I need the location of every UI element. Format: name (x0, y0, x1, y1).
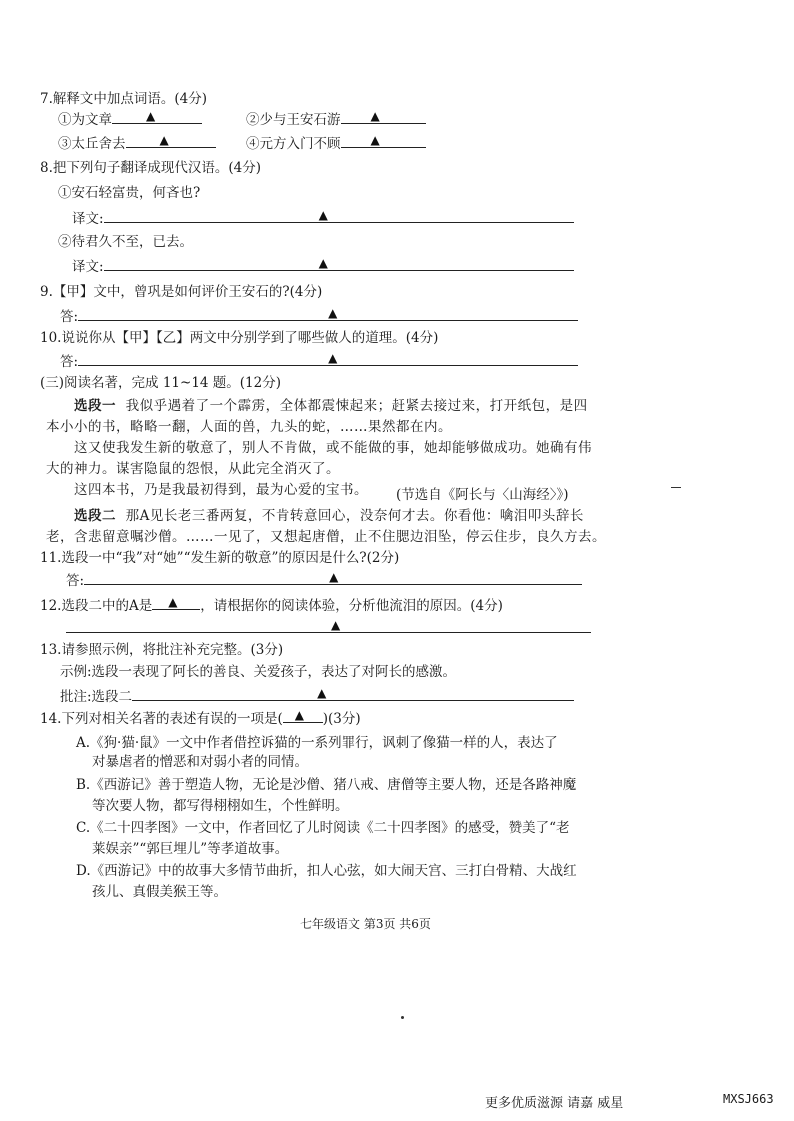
q7-item-3-label: ③太丘舍去 (58, 136, 126, 152)
q10-title: 10.说说你从【甲】【乙】两文中分别学到了哪些做人的道理。(4分) (40, 330, 439, 346)
scan-speck (401, 1016, 404, 1019)
q7-title: 7.解释文中加点词语。(4分) (40, 91, 208, 107)
answer-marker-icon: ▲ (331, 618, 341, 632)
q7-item-2 (246, 109, 426, 130)
page-footer: 七年级语文 第3页 共6页 (300, 917, 431, 931)
q7-item-1 (58, 109, 202, 130)
q14-title (40, 708, 361, 729)
q10-answer-blank[interactable] (78, 351, 578, 366)
q11-answer-blank[interactable] (84, 570, 582, 585)
q8-translation-1 (72, 208, 574, 229)
answer-marker-icon: ▲ (370, 109, 380, 123)
q7-item-1-label: ①为文章 (58, 112, 112, 128)
q8-translation-1-label: 译文: (72, 211, 104, 227)
q9-answer-blank[interactable] (78, 306, 578, 321)
q14-title-b: )(3分) (322, 711, 361, 727)
passage1-label: 选段一 (74, 398, 116, 414)
q14-option-c-2: 莱娱亲”“郭巨埋儿”等孝道故事。 (92, 841, 289, 857)
q8-sentence-2: ②待君久不至，已去。 (58, 234, 193, 250)
answer-marker-icon: ▲ (159, 133, 169, 147)
answer-marker-icon: ▲ (329, 570, 339, 584)
passage2-line-2: 老，含悲留意嘱沙僧。……一见了，又想起唐僧，止不住腮边泪坠，停云住步，良久方去。 (46, 529, 606, 545)
bottom-promo-text: 更多优质滋源 请嘉 威星 (485, 1096, 624, 1111)
q8-translation-2-blank[interactable] (104, 256, 574, 271)
q12-answer (66, 618, 591, 639)
q7-item-4 (246, 133, 426, 154)
section3-title: (三)阅读名著，完成 11~14 题。(12分) (40, 375, 281, 391)
q8-translation-2 (72, 256, 574, 277)
bottom-code: MXSJ663 (723, 1092, 774, 1106)
passage1-line-4: 大的神力。谋害隐鼠的怨恨，从此完全消灭了。 (46, 461, 340, 477)
q7-item-1-blank[interactable] (112, 109, 202, 124)
q9-answer (60, 306, 578, 327)
q12-name-blank[interactable] (152, 595, 200, 610)
q12-title-b: ，请根据你的阅读体验，分析他流泪的原因。(4分) (200, 598, 503, 614)
answer-marker-icon: ▲ (317, 686, 327, 700)
q8-translation-2-label: 译文: (72, 259, 104, 275)
q9-title: 9.【甲】文中，曾巩是如何评价王安石的?(4分) (40, 284, 323, 300)
q13-title: 13.请参照示例，将批注补充完整。(3分) (40, 642, 284, 658)
answer-marker-icon: ▲ (146, 109, 156, 123)
q14-option-d-1: D.《西游记》中的故事大多情节曲折，扣人心弦，如大闹天宫、三打白骨精、大战红 (76, 863, 577, 879)
q7-item-2-label: ②少与王安石游 (246, 112, 341, 128)
q7-item-3 (58, 133, 216, 154)
q8-translation-1-blank[interactable] (104, 208, 574, 223)
passage2-text-1: 那A见长老三番两复，不肯转意回心，没奈何才去。你看他：噙泪叩头辞长 (125, 508, 584, 524)
q14-option-a-1: A.《狗·猫·鼠》一文中作者借控诉猫的一系列罪行，讽刺了像猫一样的人，表达了 (76, 735, 558, 751)
q13-note-blank[interactable] (132, 686, 574, 701)
q8-sentence-1: ①安石轻富贵，何吝也? (58, 185, 201, 201)
answer-marker-icon: ▲ (328, 351, 338, 365)
passage1-line-5: 这四本书，乃是我最初得到，最为心爱的宝书。 (74, 482, 368, 498)
passage1-source: (节选自《阿长与〈山海经〉》) (396, 487, 569, 503)
q14-option-a-2: 对暴虐者的憎恶和对弱小者的同情。 (92, 754, 308, 770)
passage1-text-1: 我似乎遇着了一个霹雳，全体都震悚起来；赶紧去接过来，打开纸包，是四 (125, 398, 588, 414)
q14-choice-blank[interactable] (283, 708, 323, 723)
q13-example: 示例:选段一表现了阿长的善良、关爱孩子，表达了对阿长的感激。 (60, 664, 457, 680)
passage1-line-3: 这又使我发生新的敬意了，别人不肯做，或不能做的事，她却能够做成功。她确有伟 (74, 440, 592, 456)
answer-marker-icon: ▲ (318, 256, 328, 270)
q12-title (40, 595, 503, 616)
q7-item-2-blank[interactable] (341, 109, 426, 124)
q13-note-label: 批注:选段二 (60, 689, 133, 705)
passage1-line-1 (74, 396, 588, 416)
q11-answer-label: 答: (66, 573, 85, 589)
q10-answer (60, 351, 578, 372)
q7-item-4-label: ④元方入门不顾 (246, 136, 341, 152)
passage2-line-1 (74, 506, 584, 526)
q14-option-d-2: 孩儿、真假美猴王等。 (92, 884, 227, 900)
answer-marker-icon: ▲ (328, 306, 338, 320)
passage1-line-2: 本小小的书，略略一翻，人面的兽，九头的蛇，……果然都在内。 (46, 419, 452, 435)
q10-answer-label: 答: (60, 354, 79, 370)
answer-marker-icon: ▲ (294, 708, 304, 722)
q12-title-a: 12.选段二中的A是 (40, 598, 153, 614)
q13-note (60, 686, 574, 707)
q14-option-c-1: C.《二十四孝图》一文中，作者回忆了儿时阅读《二十四孝图》的感受，赞美了“老 (76, 820, 570, 836)
passage2-label: 选段二 (74, 508, 116, 524)
q7-item-3-blank[interactable] (126, 133, 216, 148)
margin-mark (671, 487, 681, 488)
q14-option-b-2: 等次要人物，都写得栩栩如生，个性鲜明。 (92, 798, 349, 814)
q9-answer-label: 答: (60, 309, 79, 325)
q11-title: 11.选段一中“我”对“她”“发生新的敬意”的原因是什么?(2分) (40, 550, 400, 566)
q7-item-4-blank[interactable] (341, 133, 426, 148)
answer-marker-icon: ▲ (370, 133, 380, 147)
q11-answer (66, 570, 582, 591)
q14-option-b-1: B.《西游记》善于塑造人物，无论是沙僧、猪八戒、唐僧等主要人物，还是各路神魔 (76, 777, 577, 793)
q14-title-a: 14.下列对相关名著的表述有误的一项是( (40, 711, 283, 727)
answer-marker-icon: ▲ (168, 595, 178, 609)
q12-answer-blank[interactable] (66, 618, 591, 633)
answer-marker-icon: ▲ (318, 208, 328, 222)
q8-title: 8.把下列句子翻译成现代汉语。(4分) (40, 160, 262, 176)
